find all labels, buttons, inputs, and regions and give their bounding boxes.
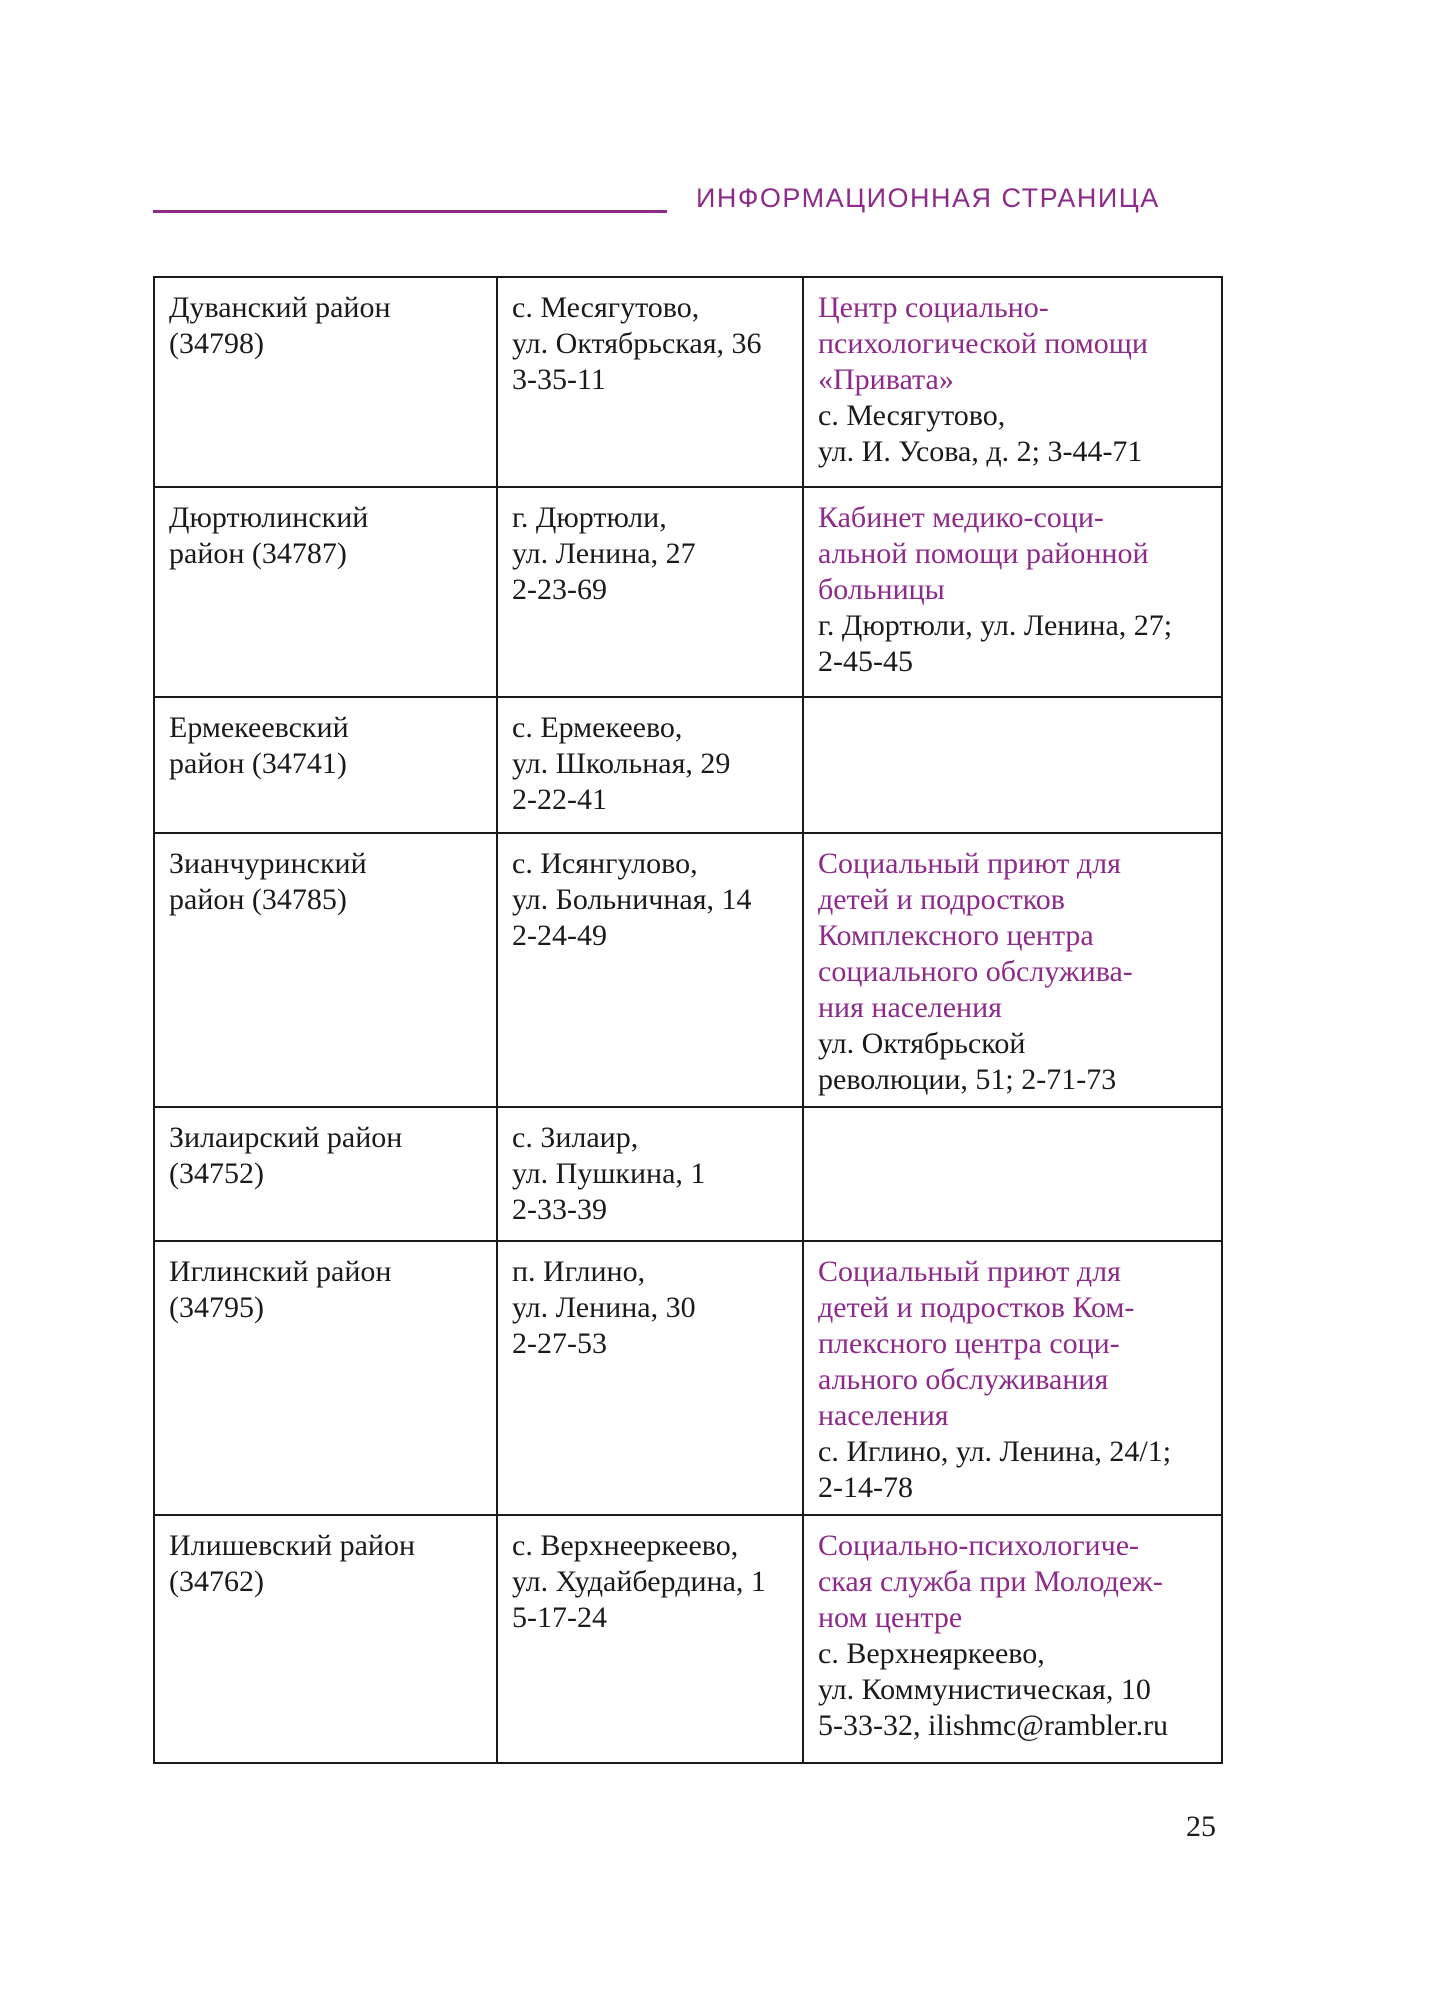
district-line: Зианчуринский bbox=[169, 847, 367, 880]
header-rule bbox=[153, 210, 667, 213]
service-name-line: Центр социально- bbox=[818, 291, 1049, 324]
district-cell bbox=[154, 277, 497, 487]
service-name-line: ном центре bbox=[818, 1601, 963, 1634]
address-line: ул. Октябрьская, 36 bbox=[512, 327, 762, 360]
address-cell bbox=[497, 277, 803, 487]
district-line: Дуванский район bbox=[169, 291, 391, 324]
address-line: ул. Ленина, 30 bbox=[512, 1291, 696, 1324]
district-code: район (34741) bbox=[169, 747, 347, 780]
address-cell bbox=[497, 833, 803, 1107]
address-line: ул. Ленина, 27 bbox=[512, 537, 696, 570]
service-contact-line: г. Дюртюли, ул. Ленина, 27; bbox=[818, 609, 1173, 642]
district-code: (34752) bbox=[169, 1157, 264, 1190]
address-line: ул. Больничная, 14 bbox=[512, 883, 752, 916]
district-cell bbox=[154, 1107, 497, 1241]
table-row bbox=[154, 1241, 1222, 1515]
service-name-line: «Привата» bbox=[818, 363, 954, 396]
address-line: с. Ермекеево, bbox=[512, 711, 683, 744]
address-cell bbox=[497, 1107, 803, 1241]
phone-line: 2-23-69 bbox=[512, 573, 607, 606]
address-line: с. Верхнееркеево, bbox=[512, 1529, 739, 1562]
service-name-line: Кабинет медико-соци- bbox=[818, 501, 1104, 534]
district-cell bbox=[154, 697, 497, 833]
table-row bbox=[154, 277, 1222, 487]
service-name-line: психологической помощи bbox=[818, 327, 1148, 360]
service-cell-empty bbox=[803, 1107, 1222, 1241]
service-contact-line: 2-14-78 bbox=[818, 1471, 913, 1504]
services-table bbox=[153, 276, 1223, 1764]
service-contact-line: ул. Коммунистическая, 10 bbox=[818, 1673, 1151, 1706]
service-name-line: Комплексного центра bbox=[818, 919, 1094, 952]
service-name-line: ального обслуживания bbox=[818, 1363, 1109, 1396]
service-contact-line: 2-45-45 bbox=[818, 645, 913, 678]
service-contact-line: революции, 51; 2-71-73 bbox=[818, 1063, 1117, 1096]
district-line: Зилаирский район bbox=[169, 1121, 403, 1154]
service-cell bbox=[803, 1515, 1222, 1763]
service-cell bbox=[803, 487, 1222, 697]
district-line: Дюртюлинский bbox=[169, 501, 369, 534]
service-contact-line: с. Иглино, ул. Ленина, 24/1; bbox=[818, 1435, 1172, 1468]
address-line: с. Исянгулово, bbox=[512, 847, 698, 880]
service-name-line: детей и подростков Ком- bbox=[818, 1291, 1135, 1324]
address-line: п. Иглино, bbox=[512, 1255, 646, 1288]
service-name-line: социального обслужива- bbox=[818, 955, 1133, 988]
address-line: ул. Худайбердина, 1 bbox=[512, 1565, 766, 1598]
service-name-line: ская служба при Молодеж- bbox=[818, 1565, 1163, 1598]
service-cell bbox=[803, 833, 1222, 1107]
address-line: с. Зилаир, bbox=[512, 1121, 639, 1154]
address-cell bbox=[497, 487, 803, 697]
phone-line: 2-24-49 bbox=[512, 919, 607, 952]
phone-line: 2-33-39 bbox=[512, 1193, 607, 1226]
service-name-line: Социально-психологиче- bbox=[818, 1529, 1140, 1562]
table-row bbox=[154, 833, 1222, 1107]
district-line: Иглинский район bbox=[169, 1255, 392, 1288]
service-name-line: плексного центра соци- bbox=[818, 1327, 1120, 1360]
table-row bbox=[154, 1515, 1222, 1763]
address-cell bbox=[497, 1515, 803, 1763]
table-row bbox=[154, 1107, 1222, 1241]
district-code: (34798) bbox=[169, 327, 264, 360]
district-cell bbox=[154, 1241, 497, 1515]
service-contact-line: с. Верхнеяркеево, bbox=[818, 1637, 1045, 1670]
district-code: район (34785) bbox=[169, 883, 347, 916]
page-number: 25 bbox=[1186, 1810, 1216, 1843]
address-cell bbox=[497, 697, 803, 833]
phone-line: 5-17-24 bbox=[512, 1601, 607, 1634]
address-cell bbox=[497, 1241, 803, 1515]
phone-line: 3-35-11 bbox=[512, 363, 606, 396]
service-name-line: Социальный приют для bbox=[818, 1255, 1121, 1288]
service-name-line: населения bbox=[818, 1399, 949, 1432]
district-code: район (34787) bbox=[169, 537, 347, 570]
address-line: ул. Школьная, 29 bbox=[512, 747, 731, 780]
service-name-line: ния населения bbox=[818, 991, 1002, 1024]
district-cell bbox=[154, 487, 497, 697]
service-cell-empty bbox=[803, 697, 1222, 833]
table-row bbox=[154, 487, 1222, 697]
address-line: ул. Пушкина, 1 bbox=[512, 1157, 706, 1190]
service-name-line: детей и подростков bbox=[818, 883, 1065, 916]
service-name-line: альной помощи районной bbox=[818, 537, 1149, 570]
district-cell bbox=[154, 833, 497, 1107]
district-line: Ермекеевский bbox=[169, 711, 349, 744]
service-contact-line: с. Месягутово, bbox=[818, 399, 1006, 432]
service-cell bbox=[803, 277, 1222, 487]
phone-line: 2-27-53 bbox=[512, 1327, 607, 1360]
service-contact-line: ул. Октябрьской bbox=[818, 1027, 1026, 1060]
district-line: Илишевский район bbox=[169, 1529, 416, 1562]
district-code: (34762) bbox=[169, 1565, 264, 1598]
service-name-line: Социальный приют для bbox=[818, 847, 1121, 880]
district-code: (34795) bbox=[169, 1291, 264, 1324]
table-row bbox=[154, 697, 1222, 833]
running-header-title: ИНФОРМАЦИОННАЯ СТРАНИЦА bbox=[696, 183, 1160, 213]
district-cell bbox=[154, 1515, 497, 1763]
phone-line: 2-22-41 bbox=[512, 783, 607, 816]
address-line: с. Месягутово, bbox=[512, 291, 700, 324]
service-cell bbox=[803, 1241, 1222, 1515]
service-name-line: больницы bbox=[818, 573, 945, 606]
address-line: г. Дюртюли, bbox=[512, 501, 667, 534]
service-contact-line: ул. И. Усова, д. 2; 3-44-71 bbox=[818, 435, 1143, 468]
service-contact-email-line: 5-33-32, ilishmc@rambler.ru bbox=[818, 1709, 1169, 1742]
